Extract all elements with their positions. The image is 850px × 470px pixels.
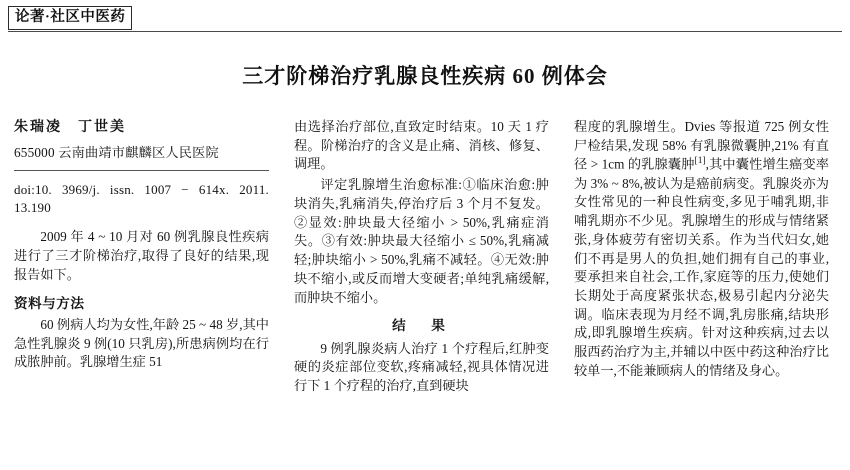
body-paragraph: 9 例乳腺炎病人治疗 1 个疗程后,红肿变硬的炎症部位变软,疼痛减轻,视具体情况进行下 1 个疗程的治疗,直到硬块 [294, 340, 549, 394]
section-heading-results: 结 果 [392, 318, 451, 334]
body-paragraph: 2009 年 4 ~ 10 月对 60 例乳腺良性疾病进行了三才阶梯治疗,取得了良好的结果,现报告如下。 [14, 229, 269, 282]
affiliation: 655000 云南曲靖市麒麟区人民医院 [14, 144, 219, 160]
reference-marker: [1] [694, 156, 706, 167]
body-paragraph: 由选择治疗部位,直致定时结束。10 天 1 疗程。阶梯治疗的含义是止痛、消核、修复、调理。 [294, 119, 549, 172]
body-paragraph [574, 118, 829, 381]
column-1 [14, 118, 269, 470]
category-banner: 论著·社区中医药 [8, 6, 132, 30]
header-rule [8, 31, 842, 32]
article-columns [14, 118, 840, 470]
author-list: 朱瑞凌 丁世美 [14, 120, 126, 135]
section-heading-methods: 资料与方法 [14, 295, 85, 311]
discussion-text-part1: 程度的乳腺增生。Dvies 等报道 725 例女性尸检结果,发现 58% 有乳腺微囊肿,21% 有直径 > 1cm 的乳腺囊肿 [574, 119, 829, 172]
column-2 [294, 118, 549, 470]
discussion-text-part2: ,其中囊性增生癌变率为 3% ~ 8%,被认为是癌前病变。乳腺炎亦为女性常见的一种良性病变,多见于哺乳期,非哺乳期亦不少见。乳腺增生的形成与情绪紧张,身体疲劳有密切关系。作为当代妇女,她们不再是男人的负担,她们拥有自己的事业,要承担来自社会,工作,家庭等的压力,使她们长期处于高度紧张状态,极易引起内分泌失调。临床表现为月经不调,乳房胀痛,结块形成,即乳腺增生疾病。针对这种疾病,过去以服西药治疗为主,并辅以中医中药这种治疗比较单一,不能兼顾病人的情绪及身心。 [574, 156, 829, 378]
column-divider [14, 170, 269, 171]
page-title: 三才阶梯治疗乳腺良性疾病 60 例体会 [242, 64, 608, 88]
body-paragraph: 60 例病人均为女性,年龄 25 ~ 48 岁,其中急性乳腺炎 9 例(10 只乳房),所患病例均在行成脓肿前。乳腺增生症 51 [14, 316, 269, 370]
column-3 [574, 118, 829, 470]
doi-line: doi:10. 3969/j. issn. 1007 − 614x. 2011. 13.190 [14, 181, 269, 216]
body-paragraph: 评定乳腺增生治愈标准:①临床治愈:肿块消失,乳痛消失,停治疗后 3 个月不复发。②显效:肿块最大径缩小 > 50%,乳痛症消失。③有效:肿块最大径缩小 ≤ 50%,乳痛减轻;肿块缩小 > 50%,乳痛不减轻。④无效:肿块不缩小,或反而增大变硬者;单纯乳痛缓解,而肿块不缩小。 [294, 177, 549, 305]
